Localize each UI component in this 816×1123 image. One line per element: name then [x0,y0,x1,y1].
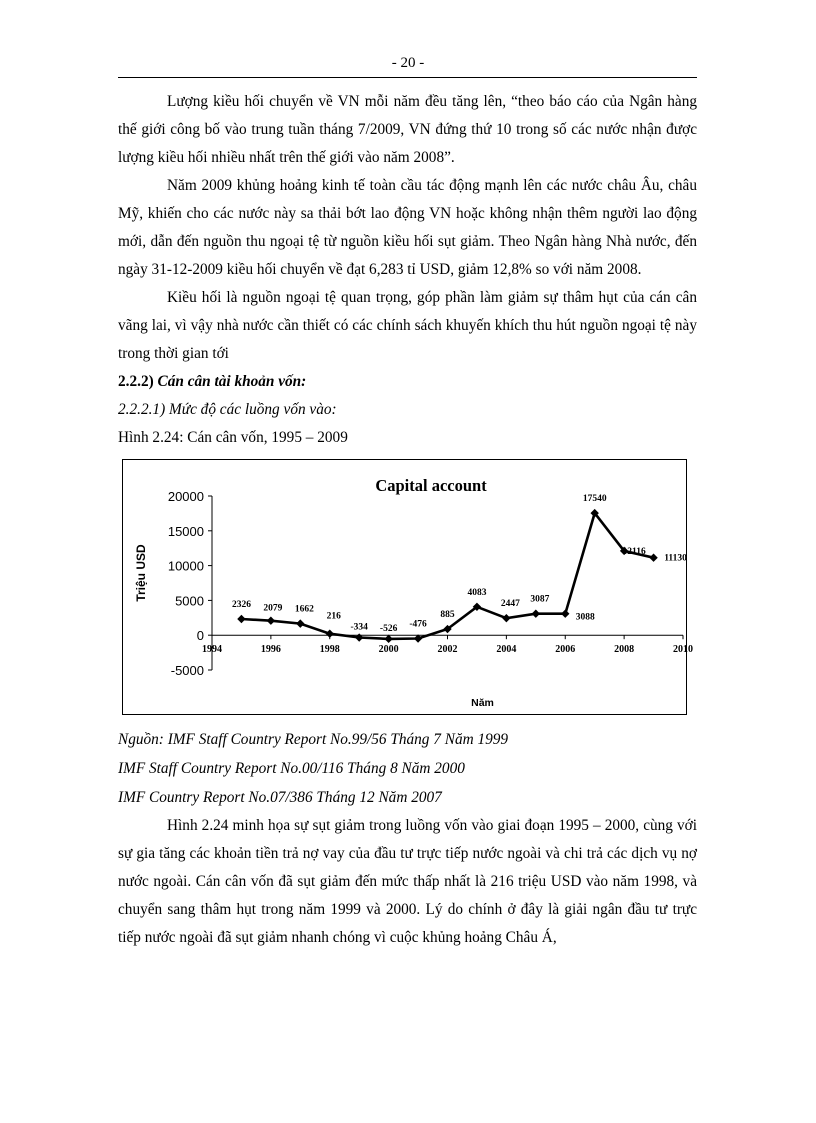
paragraph-remittance-importance: Kiều hối là nguồn ngoại tệ quan trọng, góp phần làm giảm sự thâm hụt của cán cân vãng lai, vì vậy nhà nước cần thiết có các chính sách khuyến khích thu hút nguồn ngoại tệ này trong thời gian tới [118,289,697,362]
data-label: 1662 [294,604,314,615]
x-tick-label: 1996 [260,644,281,656]
source-line-2: IMF Staff Country Report No.00/116 Tháng 8 Năm 2000 [118,760,465,777]
data-point-marker [355,633,363,641]
x-tick-label: 2002 [437,644,458,656]
data-label: 17540 [582,494,607,505]
header-rule [118,77,697,78]
data-label: 2326 [231,600,251,611]
data-point-marker [384,635,392,643]
x-tick-label: 2006 [555,644,576,656]
data-point-marker [326,629,334,637]
y-tick-label: 15000 [167,523,204,539]
x-tick-label: 1998 [319,644,340,656]
paragraph-figure-discussion: Hình 2.24 minh họa sự sụt giảm trong luồng vốn vào giai đoạn 1995 – 2000, cùng với sự gia tăng các khoản tiền trả nợ vay của đầu tư trực tiếp nước ngoài và chi trả các dịch vụ nợ nước ngoài. Cán cân vốn đã sụt giảm đến mức thấp nhất là 216 triệu USD vào năm 1998, và chuyển sang thâm hụt trong năm 1999 và 2000. Lý do chính ở đây là giải ngân đầu tư trực tiếp nước ngoài đã sụt giảm nhanh chóng vì cuộc khủng hoảng Châu Á, [118,817,697,946]
x-tick-label: 2000 [378,644,399,656]
data-point-marker [296,619,304,627]
capital-account-chart [122,459,693,715]
y-tick-label: 5000 [175,593,204,609]
data-label: -476 [409,619,427,630]
data-label: -334 [350,622,368,633]
data-label: 3087 [530,594,550,605]
data-label: 885 [440,610,455,621]
y-tick-label: 0 [196,628,204,644]
data-label: 216 [326,611,341,622]
data-point-marker [561,610,569,618]
paragraph-remittance-ranking: Lượng kiều hối chuyển về VN mỗi năm đều tăng lên, “theo báo cáo của Ngân hàng thế giới công bố vào trung tuần tháng 7/2009, VN đứng thứ 10 trong số các nước nhận được lượng kiều hối nhiều nhất trên thế giới vào năm 2008”. [118,93,697,166]
y-axis-label: Triệu USD [134,544,148,602]
document-body [118,88,697,952]
x-tick-label: 2004 [496,644,517,656]
figure-caption: Hình 2.24: Cán cân vốn, 1995 – 2009 [118,429,348,446]
source-line-1: Nguồn: IMF Staff Country Report No.99/56 Tháng 7 Năm 1999 [118,731,509,748]
chart-canvas [123,460,693,714]
subsection-heading: 2.2.2.1) Mức độ các luồng vốn vào: [118,401,337,418]
data-label: 3088 [575,612,595,623]
x-tick-label: 2010 [673,644,693,656]
section-heading [118,368,697,396]
data-point-marker [237,615,245,623]
data-point-marker [502,614,510,622]
data-point-marker [649,554,657,562]
x-tick-label: 2008 [614,644,635,656]
paragraph-crisis-2009: Năm 2009 khủng hoảng kinh tế toàn cầu tác động mạnh lên các nước châu Âu, châu Mỹ, khiến cho các nước này sa thải bớt lao động VN hoặc không nhận thêm người lao động mới, dẫn đến nguồn thu ngoại tệ từ nguồn kiều hối sụt giảm. Theo Ngân hàng Nhà nước, đến ngày 31-12-2009 kiều hối chuyển về đạt 6,283 tỉ USD, giảm 12,8% so với năm 2008. [118,177,697,278]
data-label: 11130 [664,553,687,564]
chart-title: Capital account [375,476,487,495]
data-label: 2079 [263,603,283,614]
section-title: Cán cân tài khoản vốn: [157,373,307,390]
x-axis-label: Năm [471,697,494,709]
y-tick-label: -5000 [170,663,204,678]
data-label: -526 [379,623,398,634]
page-number: - 20 - [391,55,425,71]
section-number: 2.2.2) [118,373,154,390]
source-line-3: IMF Country Report No.07/386 Tháng 12 Năm 2007 [118,789,442,806]
data-label: 12116 [622,546,646,557]
data-point-marker [532,610,540,618]
y-tick-label: 10000 [167,558,204,574]
data-label: 4083 [467,587,487,598]
data-point-marker [267,617,275,625]
y-tick-label: 20000 [167,489,204,504]
x-tick-label: 1994 [202,644,222,656]
data-label: 2447 [500,599,520,610]
